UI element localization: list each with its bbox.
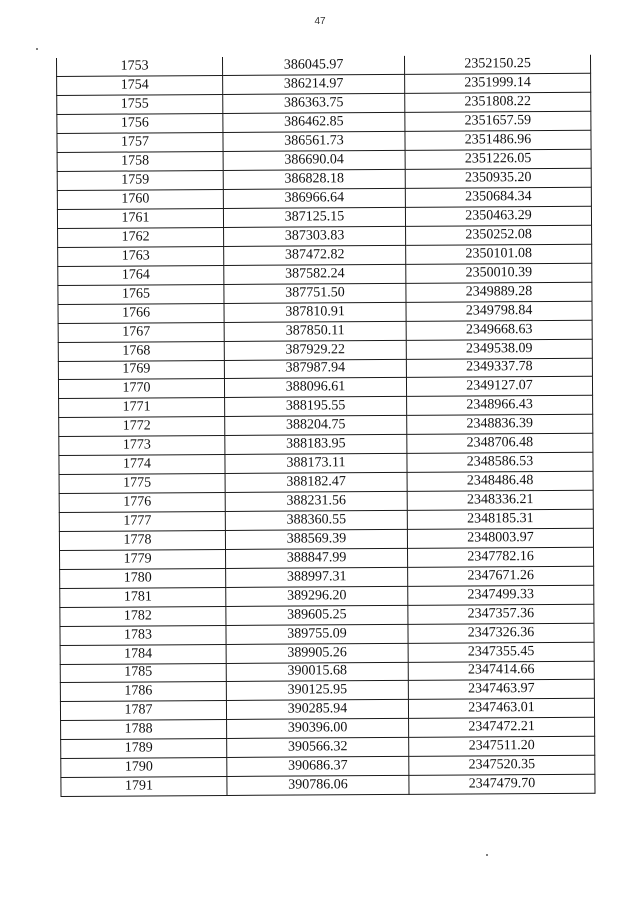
point-number-cell: 1761 (57, 208, 223, 228)
x-coordinate-cell: 390786.06 (227, 775, 409, 795)
y-coordinate-cell: 2349538.09 (406, 339, 592, 359)
page-number: 47 (314, 16, 326, 27)
point-number-cell: 1758 (57, 152, 223, 172)
x-coordinate-cell: 388183.95 (225, 435, 407, 455)
x-coordinate-cell: 386462.85 (223, 113, 405, 133)
y-coordinate-cell: 2349889.28 (406, 282, 592, 302)
y-coordinate-cell: 2347479.70 (409, 774, 595, 794)
point-number-cell: 1755 (57, 95, 223, 115)
coordinates-table-body (56, 55, 595, 797)
y-coordinate-cell: 2347511.20 (409, 736, 595, 756)
y-coordinate-cell: 2347326.36 (408, 623, 594, 643)
x-coordinate-cell: 390686.37 (227, 757, 409, 777)
x-coordinate-cell: 390396.00 (227, 719, 409, 739)
point-number-cell: 1772 (59, 417, 225, 437)
y-coordinate-cell: 2349337.78 (406, 358, 592, 378)
y-coordinate-cell: 2352150.25 (404, 55, 590, 75)
y-coordinate-cell: 2347472.21 (409, 718, 595, 738)
x-coordinate-cell: 386363.75 (223, 94, 405, 114)
x-coordinate-cell: 388569.39 (225, 529, 407, 549)
y-coordinate-cell: 2351486.96 (405, 130, 591, 150)
point-number-cell: 1771 (59, 398, 225, 418)
coordinates-table (56, 55, 596, 797)
point-number-cell: 1775 (59, 474, 225, 494)
x-coordinate-cell: 387810.91 (224, 302, 406, 322)
x-coordinate-cell: 386828.18 (223, 169, 405, 189)
y-coordinate-cell: 2350935.20 (405, 168, 591, 188)
point-number-cell: 1776 (59, 493, 225, 513)
y-coordinate-cell: 2347463.01 (408, 699, 594, 719)
x-coordinate-cell: 389755.09 (226, 624, 408, 644)
point-number-cell: 1787 (60, 701, 226, 721)
x-coordinate-cell: 388195.55 (225, 397, 407, 417)
x-coordinate-cell: 388204.75 (225, 416, 407, 436)
point-number-cell: 1774 (59, 455, 225, 475)
point-number-cell: 1764 (58, 265, 224, 285)
y-coordinate-cell: 2350010.39 (406, 263, 592, 283)
point-number-cell: 1753 (56, 57, 222, 77)
y-coordinate-cell: 2348836.39 (407, 415, 593, 435)
point-number-cell: 1762 (58, 227, 224, 247)
point-number-cell: 1781 (60, 587, 226, 607)
x-coordinate-cell: 386561.73 (223, 132, 405, 152)
point-number-cell: 1777 (59, 511, 225, 531)
x-coordinate-cell: 388231.56 (225, 491, 407, 511)
x-coordinate-cell: 388173.11 (225, 454, 407, 474)
point-number-cell: 1785 (60, 663, 226, 683)
y-coordinate-cell: 2347782.16 (408, 547, 594, 567)
point-number-cell: 1759 (57, 171, 223, 191)
y-coordinate-cell: 2349798.84 (406, 301, 592, 321)
x-coordinate-cell: 387751.50 (224, 283, 406, 303)
point-number-cell: 1768 (58, 341, 224, 361)
y-coordinate-cell: 2350252.08 (406, 225, 592, 245)
y-coordinate-cell: 2350463.29 (405, 206, 591, 226)
point-number-cell: 1778 (59, 530, 225, 550)
point-number-cell: 1754 (57, 76, 223, 96)
point-number-cell: 1773 (59, 436, 225, 456)
x-coordinate-cell: 388847.99 (226, 548, 408, 568)
x-coordinate-cell: 387929.22 (224, 340, 406, 360)
x-coordinate-cell: 387850.11 (224, 321, 406, 341)
point-number-cell: 1769 (58, 360, 224, 380)
x-coordinate-cell: 388182.47 (225, 472, 407, 492)
x-coordinate-cell: 386214.97 (223, 75, 405, 95)
table-row (61, 774, 595, 796)
y-coordinate-cell: 2347520.35 (409, 755, 595, 775)
x-coordinate-cell: 390285.94 (226, 700, 408, 720)
y-coordinate-cell: 2348706.48 (407, 433, 593, 453)
x-coordinate-cell: 388997.31 (226, 567, 408, 587)
x-coordinate-cell: 387303.83 (224, 226, 406, 246)
x-coordinate-cell: 390015.68 (226, 662, 408, 682)
y-coordinate-cell: 2347357.36 (408, 604, 594, 624)
y-coordinate-cell: 2351657.59 (405, 112, 591, 132)
y-coordinate-cell: 2347355.45 (408, 642, 594, 662)
point-number-cell: 1763 (58, 246, 224, 266)
x-coordinate-cell: 389605.25 (226, 605, 408, 625)
y-coordinate-cell: 2347414.66 (408, 661, 594, 681)
y-coordinate-cell: 2349668.63 (406, 320, 592, 340)
x-coordinate-cell: 388360.55 (225, 510, 407, 530)
point-number-cell: 1791 (61, 777, 227, 797)
point-number-cell: 1766 (58, 303, 224, 323)
x-coordinate-cell: 386045.97 (222, 56, 404, 76)
point-number-cell: 1783 (60, 625, 226, 645)
x-coordinate-cell: 389296.20 (226, 586, 408, 606)
y-coordinate-cell: 2350684.34 (405, 187, 591, 207)
y-coordinate-cell: 2347499.33 (408, 585, 594, 605)
point-number-cell: 1757 (57, 133, 223, 153)
y-coordinate-cell: 2348003.97 (407, 528, 593, 548)
x-coordinate-cell: 388096.61 (224, 378, 406, 398)
y-coordinate-cell: 2348966.43 (407, 396, 593, 416)
point-number-cell: 1765 (58, 284, 224, 304)
point-number-cell: 1786 (60, 682, 226, 702)
x-coordinate-cell: 390125.95 (226, 681, 408, 701)
y-coordinate-cell: 2348336.21 (407, 490, 593, 510)
y-coordinate-cell: 2348185.31 (407, 509, 593, 529)
x-coordinate-cell: 387582.24 (224, 264, 406, 284)
y-coordinate-cell: 2348486.48 (407, 471, 593, 491)
point-number-cell: 1782 (60, 606, 226, 626)
x-coordinate-cell: 387125.15 (223, 207, 405, 227)
y-coordinate-cell: 2349127.07 (406, 377, 592, 397)
x-coordinate-cell: 387472.82 (224, 245, 406, 265)
point-number-cell: 1770 (58, 379, 224, 399)
point-number-cell: 1780 (60, 568, 226, 588)
x-coordinate-cell: 386966.64 (223, 188, 405, 208)
point-number-cell: 1788 (61, 720, 227, 740)
x-coordinate-cell: 389905.26 (226, 643, 408, 663)
point-number-cell: 1779 (60, 549, 226, 569)
y-coordinate-cell: 2351999.14 (405, 74, 591, 94)
scan-speck (486, 854, 488, 856)
y-coordinate-cell: 2351808.22 (405, 93, 591, 113)
x-coordinate-cell: 386690.04 (223, 151, 405, 171)
x-coordinate-cell: 387987.94 (224, 359, 406, 379)
point-number-cell: 1790 (61, 758, 227, 778)
y-coordinate-cell: 2350101.08 (406, 244, 592, 264)
point-number-cell: 1756 (57, 114, 223, 134)
x-coordinate-cell: 390566.32 (227, 738, 409, 758)
point-number-cell: 1789 (61, 739, 227, 759)
point-number-cell: 1760 (57, 190, 223, 210)
y-coordinate-cell: 2347463.97 (408, 680, 594, 700)
point-number-cell: 1784 (60, 644, 226, 664)
scan-speck (36, 48, 38, 50)
y-coordinate-cell: 2348586.53 (407, 452, 593, 472)
point-number-cell: 1767 (58, 322, 224, 342)
y-coordinate-cell: 2347671.26 (408, 566, 594, 586)
y-coordinate-cell: 2351226.05 (405, 149, 591, 169)
